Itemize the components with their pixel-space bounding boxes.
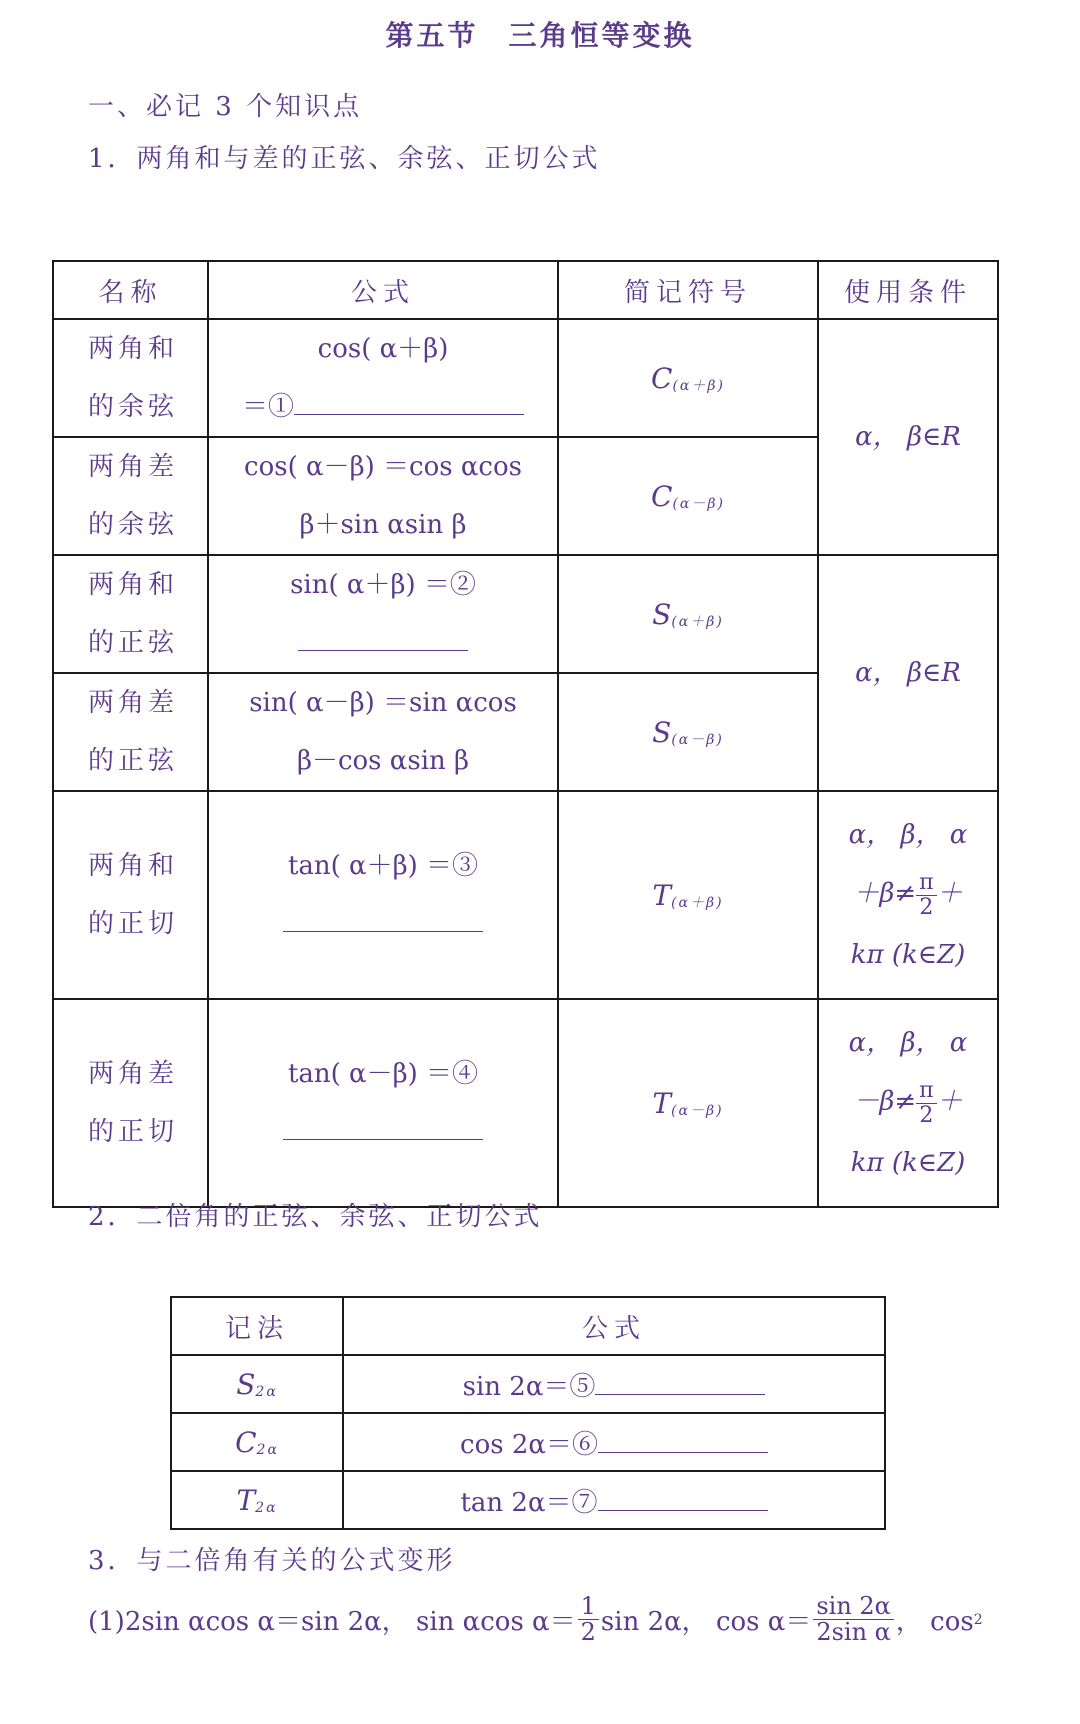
section-title: 三角恒等变换 (508, 19, 695, 52)
row-symbol: T2α (171, 1471, 343, 1529)
header-condition: 使用条件 (818, 261, 998, 319)
heading-section-1: 一、必记 3 个知识点 (88, 92, 363, 122)
header-notation: 记法 (171, 1297, 343, 1355)
header-formula: 公式 (343, 1297, 885, 1355)
row-formula: cos( α－β) ＝cos αcos β＋sin αsin β (208, 437, 558, 555)
table-row (171, 1355, 885, 1413)
heading-sub-3: 3．与二倍角有关的公式变形 (88, 1546, 456, 1576)
row-symbol: S2α (171, 1355, 343, 1413)
pi-over-2-fraction: $\frac{\pi}{2}$ (916, 871, 936, 918)
condition-tan-sum: α， β， α ＋β≠ $\frac{\pi}{2}$ ＋ kπ (k∈Z) (818, 791, 998, 999)
answer-blank-7[interactable] (598, 1509, 768, 1511)
row-formula: sin( α－β) ＝sin αcos β－cos αsin β (208, 673, 558, 791)
double-angle-table (170, 1296, 886, 1530)
row-name: 两角差 的正切 (53, 999, 208, 1207)
sum-difference-table (52, 260, 999, 1208)
formula-part-3: ， cos (895, 1607, 974, 1638)
sin2a-over-2sina-fraction: $\frac{\sin 2\alpha}{\text{2sin α}}$ (813, 1594, 894, 1645)
row-name: 两角差 的正弦 (53, 673, 208, 791)
section-number: 第五节 (385, 19, 479, 52)
row-formula: tan( α－β) ＝④ (208, 999, 558, 1207)
table-row (171, 1471, 885, 1529)
row-formula: tan 2α＝⑦ (343, 1471, 885, 1529)
page-title (0, 14, 1080, 54)
superscript: 2 (973, 1611, 983, 1628)
row-symbol: T(α－β) (558, 999, 818, 1207)
row-symbol: S(α－β) (558, 673, 818, 791)
heading-sub-1: 1．两角和与差的正弦、余弦、正切公式 (88, 144, 601, 174)
header-formula: 公式 (208, 261, 558, 319)
heading-sub-2: 2．二倍角的正弦、余弦、正切公式 (88, 1202, 543, 1232)
table-row (53, 999, 998, 1207)
table-row (53, 791, 998, 999)
formula-line (88, 1594, 983, 1645)
row-symbol: C2α (171, 1413, 343, 1471)
table2-header-row (171, 1297, 885, 1355)
formula-part-2: sin 2α， cos α＝ (600, 1607, 812, 1638)
one-half-fraction: $\frac{1}{2}$ (578, 1594, 599, 1645)
row-formula: cos( α＋β) ＝① (208, 319, 558, 437)
row-name: 两角和 的正弦 (53, 555, 208, 673)
condition-sin: α， β∈R (818, 555, 998, 791)
formula-part-1: (1)2sin αcos α＝sin 2α， sin αcos α＝ (88, 1607, 576, 1638)
answer-blank-5[interactable] (595, 1393, 765, 1395)
condition-cos: α， β∈R (818, 319, 998, 555)
table-row (53, 555, 998, 673)
row-symbol: C(α－β) (558, 437, 818, 555)
header-name: 名称 (53, 261, 208, 319)
header-symbol: 简记符号 (558, 261, 818, 319)
row-formula: sin 2α＝⑤ (343, 1355, 885, 1413)
pi-over-2-fraction: $\frac{\pi}{2}$ (916, 1079, 936, 1126)
answer-blank-1[interactable] (294, 413, 524, 415)
row-name: 两角和 的正切 (53, 791, 208, 999)
row-name: 两角差 的余弦 (53, 437, 208, 555)
table-row (53, 319, 998, 437)
answer-blank-4[interactable] (283, 1138, 483, 1140)
row-formula: sin( α＋β) ＝② (208, 555, 558, 673)
table1-header-row (53, 261, 998, 319)
answer-blank-2[interactable] (298, 649, 468, 651)
row-name: 两角和 的余弦 (53, 319, 208, 437)
row-symbol: S(α＋β) (558, 555, 818, 673)
row-formula: cos 2α＝⑥ (343, 1413, 885, 1471)
row-symbol: C(α＋β) (558, 319, 818, 437)
answer-blank-6[interactable] (598, 1451, 768, 1453)
row-formula: tan( α＋β) ＝③ (208, 791, 558, 999)
row-symbol: T(α＋β) (558, 791, 818, 999)
table-row (171, 1413, 885, 1471)
answer-blank-3[interactable] (283, 930, 483, 932)
condition-tan-diff: α， β， α －β≠ $\frac{\pi}{2}$ ＋ kπ (k∈Z) (818, 999, 998, 1207)
